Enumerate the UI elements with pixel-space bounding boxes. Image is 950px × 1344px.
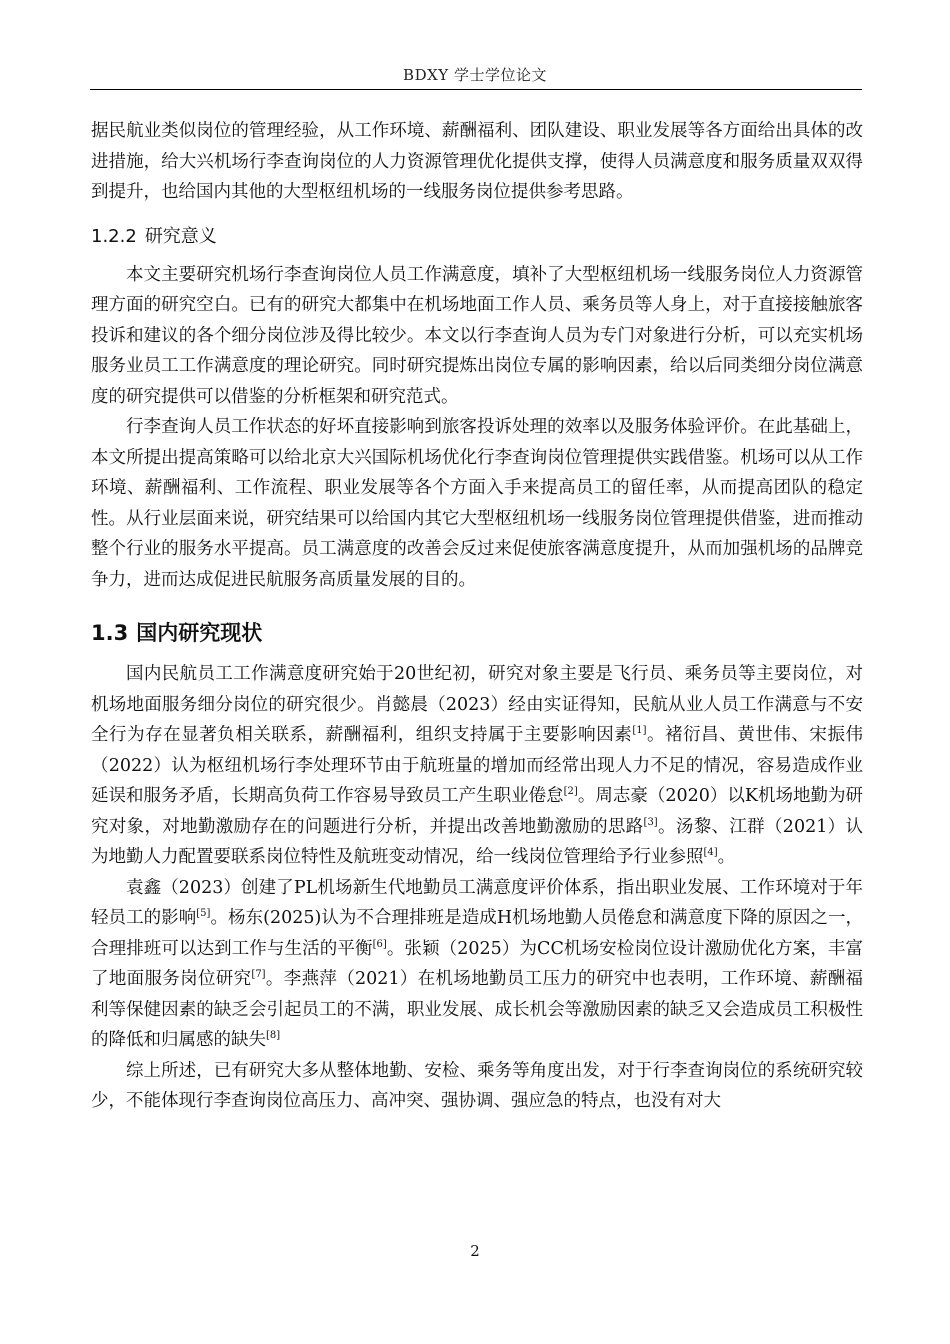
citation-2: [2] <box>563 786 578 798</box>
citation-6: [6] <box>372 938 387 950</box>
paragraph <box>91 659 863 873</box>
citation-1: [1] <box>632 725 647 737</box>
paragraph: 本文主要研究机场行李查询岗位人员工作满意度，填补了大型枢纽机场一线服务岗位人力资源管理方面的研究空白。已有的研究大都集中在机场地面工作人员、乘务员等人身上，对于直接接触旅客投诉和建议的各个细分岗位涉及得比较少。本文以行李查询人员为专门对象进行分析，可以充实机场服务业员工工作满意度的理论研究。同时研究提炼出岗位专属的影响因素，给以后同类细分岗位满意度的研究提供可以借鉴的分析框架和研究范式。 <box>91 264 863 407</box>
paragraph: 行李查询人员工作状态的好坏直接影响到旅客投诉处理的效率以及服务体验评价。在此基础上，本文所提出提高策略可以给北京大兴国际机场优化行李查询岗位管理提供实践借鉴。机场可以从工作环境、薪酬福利、工作流程、职业发展等各个方面入手来提高员工的留任率，从而提高团队的稳定性。从行业层面来说，研究结果可以给国内其它大型枢纽机场一线服务岗位管理提供借鉴，进而推动整个行业的服务水平提高。员工满意度的改善会反过来促使旅客满意度提升，从而加强机场的品牌竞争力，进而达成促进民航服务高质量发展的目的。 <box>91 417 863 590</box>
text-run: 。张颖（2025）为CC机场安检岗位设计激励优化方案，丰富了地面服务岗位研究 <box>91 938 863 989</box>
header-divider <box>90 89 862 90</box>
citation-4: [4] <box>703 847 718 859</box>
text-run: 。 <box>717 847 736 867</box>
text-run: 国内民航员工工作满意度研究始于20世纪初，研究对象主要是飞行员、乘务员等主要岗位，对机场地面服务细分岗位的研究很少。肖懿晨（2023）经由实证得知，民航从业人员工作满意与不安全行为存在显著负相关联系，薪酬福利，组织支持属于主要影响因素 <box>91 664 863 745</box>
section-number: 1.3 <box>91 621 129 645</box>
text-run: 。褚衍昌、黄世伟、宋振伟（2022）认为枢纽机场行李处理环节由于航班量的增加而经常出现人力不足的情况，容易造成作业延误和服务矛盾，长期高负荷工作容易导致员工产生职业倦怠 <box>91 725 864 806</box>
paragraph <box>91 873 863 1056</box>
paragraph-continued: 据民航业类似岗位的管理经验，从工作环境、薪酬福利、团队建设、职业发展等各方面给出具体的改进措施，给大兴机场行李查询岗位的人力资源管理优化提供支撑，使得人员满意度和服务质量双双得到提升，也给国内其他的大型枢纽机场的一线服务岗位提供参考思路。 <box>91 121 863 202</box>
text-run: 。周志豪（2020）以K机场地勤为研究对象，对地勤激励存在的问题进行分析，并提出改善地勤激励的思路 <box>91 786 863 837</box>
section-heading-1-2-2 <box>91 222 863 252</box>
section-number: 1.2.2 <box>91 225 137 247</box>
citation-3: [3] <box>643 816 658 828</box>
text-run: 。杨东(2025)认为不合理排班是造成H机场地勤人员倦怠和满意度下降的原因之一，合理排班可以达到工作与生活的平衡 <box>91 908 864 959</box>
body-text <box>91 116 863 1117</box>
citation-8: [8] <box>266 1030 281 1042</box>
section-heading-1-3 <box>91 617 863 649</box>
running-header: BDXY 学士学位论文 <box>403 66 547 84</box>
text-run: 。汤黎、江群（2021）认为地勤人力配置要联系岗位特性及航班变动情况，给一线岗位管理给予行业参照 <box>91 816 863 867</box>
page-number: 2 <box>470 1242 480 1260</box>
text-run: 袁鑫（2023）创建了PL机场新生代地勤员工满意度评价体系，指出职业发展、工作环境对于年轻员工的影响 <box>91 877 863 928</box>
citation-7: [7] <box>251 969 266 981</box>
section-title: 研究意义 <box>144 225 217 247</box>
citation-5: [5] <box>196 908 211 920</box>
text-run: 。李燕萍（2021）在机场地勤员工压力的研究中也表明，工作环境、薪酬福利等保健因素的缺乏会引起员工的不满，职业发展、成长机会等激励因素的缺乏又会造成员工积极性的降低和归属感的缺失 <box>91 969 863 1050</box>
section-title: 国内研究现状 <box>136 621 263 645</box>
paragraph: 综上所述，已有研究大多从整体地勤、安检、乘务等角度出发，对于行李查询岗位的系统研究较少，不能体现行李查询岗位高压力、高冲突、强协调、强应急的特点，也没有对大 <box>91 1060 863 1111</box>
